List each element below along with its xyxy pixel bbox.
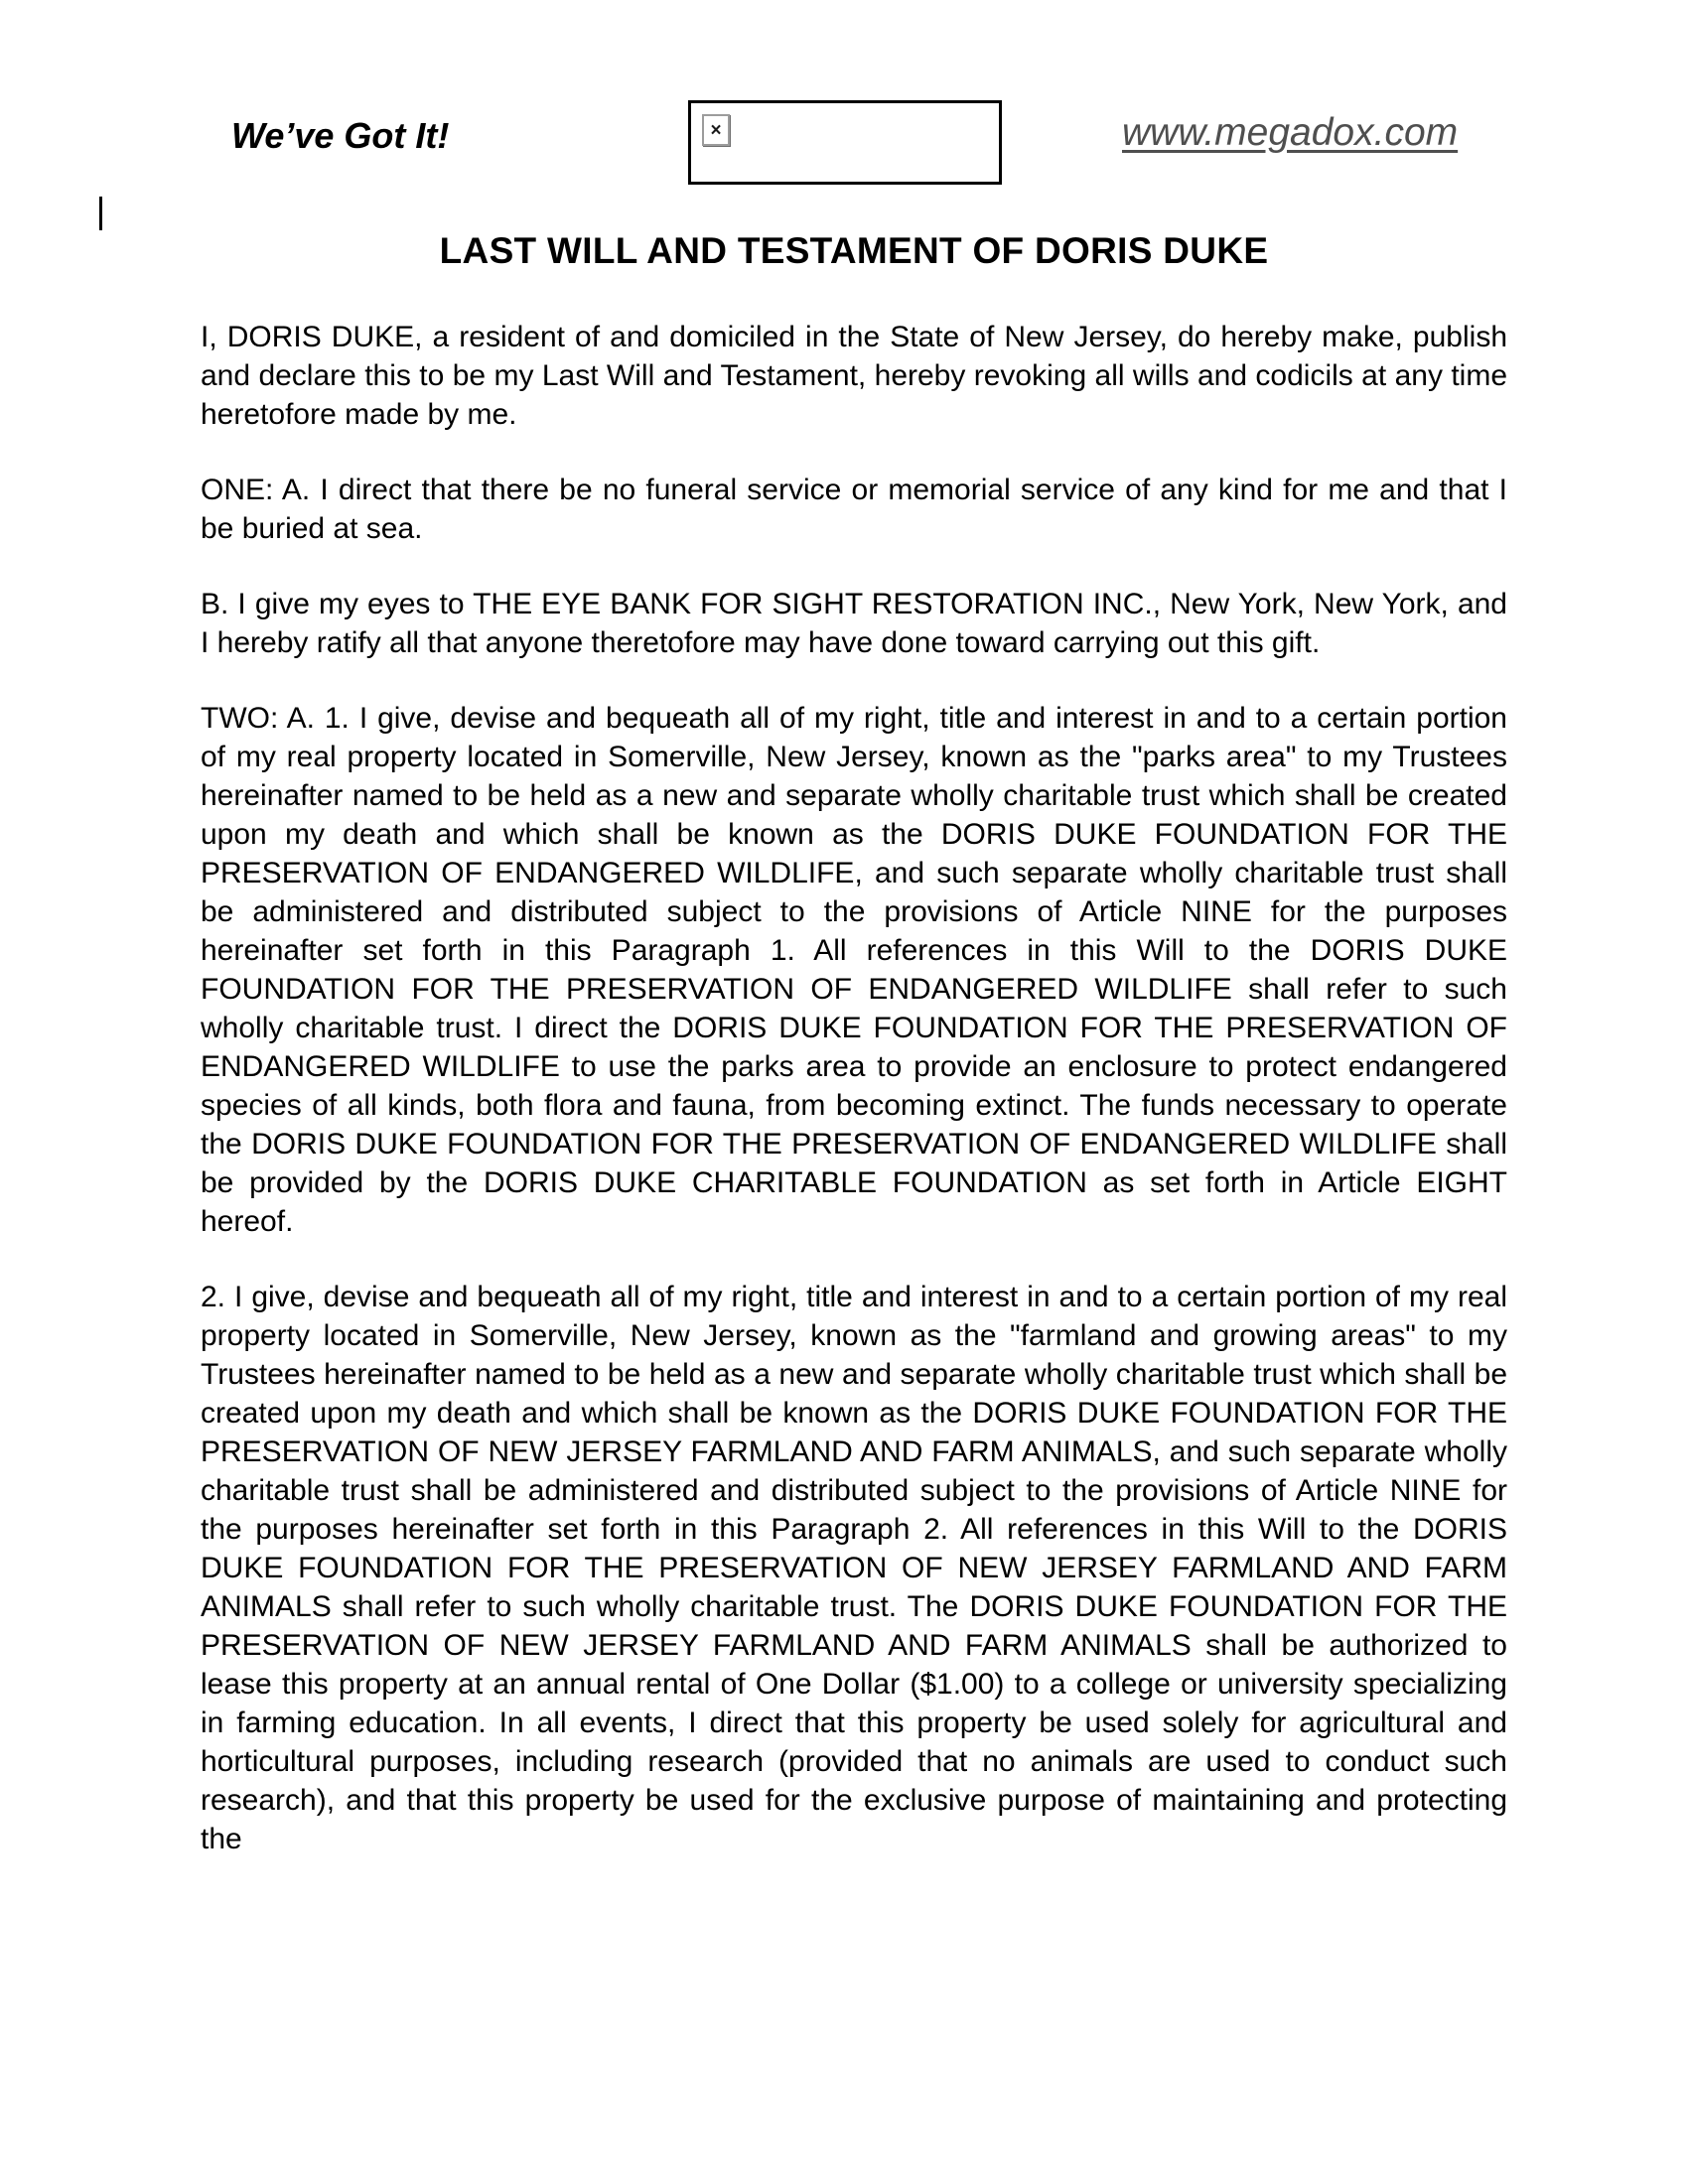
text-cursor-mark	[99, 197, 102, 230]
document-title: LAST WILL AND TESTAMENT OF DORIS DUKE	[439, 230, 1269, 271]
image-placeholder-box	[688, 100, 1002, 185]
will-paragraph-intro: I, DORIS DUKE, a resident of and domiciled in the State of New Jersey, do hereby make, publish and declare this to be my Last Will and Testament, hereby revoking all wills and codicils at any time heretofore made by me.	[201, 321, 1507, 431]
will-paragraph-one-b: B. I give my eyes to THE EYE BANK FOR SIGHT RESTORATION INC., New York, New York, and I hereby ratify all that anyone theretofore may have done toward carrying out this gift.	[201, 588, 1507, 659]
brand-tagline: We’ve Got It!	[231, 115, 450, 156]
broken-image-icon: ×	[702, 114, 730, 146]
will-paragraph-two-a1: TWO: A. 1. I give, devise and bequeath all of my right, title and interest in and to a certain portion of my real property located in Somerville, New Jersey, known as the "parks area" to my Trustees hereinafter named to be held as a new and separate wholly charitable trust which shall be created upon my death and which shall be known as the DORIS DUKE FOUNDATION FOR THE PRESERVATION OF ENDANGERED WILDLIFE, and such separate wholly charitable trust shall be administered and distributed subject to the provisions of Article NINE for the purposes hereinafter set forth in this Paragraph 1. All references in this Will to the DORIS DUKE FOUNDATION FOR THE PRESERVATION OF ENDANGERED WILDLIFE shall refer to such wholly charitable trust. I direct the DORIS DUKE FOUNDATION FOR THE PRESERVATION OF ENDANGERED WILDLIFE to use the parks area to provide an enclosure to protect endangered species of all kinds, both flora and fauna, from becoming extinct. The funds necessary to operate the DORIS DUKE FOUNDATION FOR THE PRESERVATION OF ENDANGERED WILDLIFE shall be provided by the DORIS DUKE CHARITABLE FOUNDATION as set forth in Article EIGHT hereof.	[201, 702, 1507, 1238]
will-paragraph-two-a2: 2. I give, devise and bequeath all of my right, title and interest in and to a certain portion of my real property located in Somerville, New Jersey, known as the "farmland and growing areas" to my Trustees hereinafter named to be held as a new and separate wholly charitable trust which shall be created upon my death and which shall be known as the DORIS DUKE FOUNDATION FOR THE PRESERVATION OF NEW JERSEY FARMLAND AND FARM ANIMALS, and such separate wholly charitable trust shall be administered and distributed subject to the provisions of Article NINE for the purposes hereinafter set forth in this Paragraph 2. All references in this Will to the DORIS DUKE FOUNDATION FOR THE PRESERVATION OF NEW JERSEY FARMLAND AND FARM ANIMALS shall refer to such wholly charitable trust. The DORIS DUKE FOUNDATION FOR THE PRESERVATION OF NEW JERSEY FARMLAND AND FARM ANIMALS shall be authorized to lease this property at an annual rental of One Dollar ($1.00) to a college or university specializing in farming education. In all events, I direct that this property be used solely for agricultural and horticultural purposes, including research (provided that no animals are used to conduct such research), and that this property be used for the exclusive purpose of maintaining and protecting the	[201, 1281, 1507, 1855]
document-body	[201, 318, 1507, 1858]
website-link[interactable]: www.megadox.com	[1122, 111, 1459, 154]
will-paragraph-one-a: ONE: A. I direct that there be no funeral service or memorial service of any kind for me and that I be buried at sea.	[201, 474, 1507, 545]
